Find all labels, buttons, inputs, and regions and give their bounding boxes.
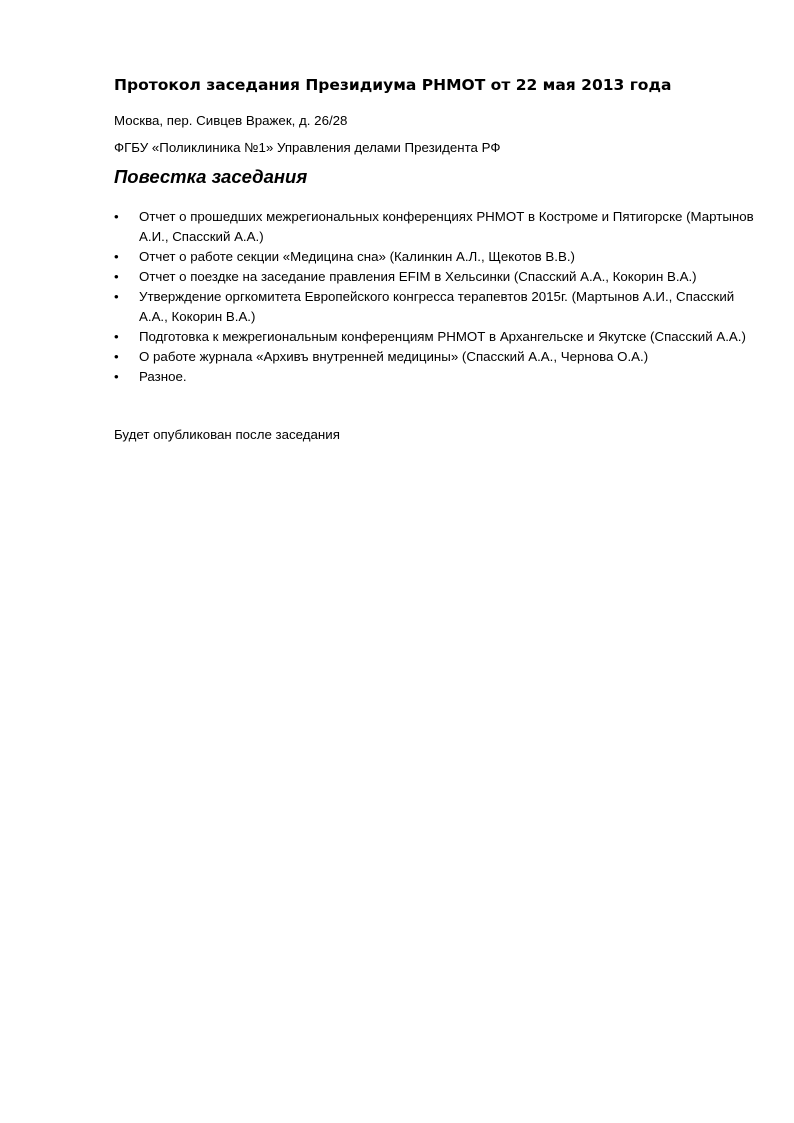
bullet-icon: •	[114, 269, 119, 284]
agenda-item	[114, 207, 754, 247]
agenda-item-text: Отчет о работе секции «Медицина сна» (Калинкин А.Л., Щекотов В.В.)	[139, 249, 575, 264]
bullet-icon: •	[114, 349, 119, 364]
bullet-icon: •	[114, 289, 119, 304]
footer-note: Будет опубликован после заседания	[114, 427, 340, 442]
bullet-icon: •	[114, 249, 119, 264]
agenda-item	[114, 347, 754, 367]
bullet-icon: •	[114, 209, 119, 224]
agenda-item	[114, 367, 754, 387]
bullet-icon: •	[114, 329, 119, 344]
agenda-list	[114, 207, 754, 387]
agenda-item-text: Отчет о прошедших межрегиональных конференциях РНМОТ в Костроме и Пятигорске (Мартынов А.И., Спасский А.А.)	[139, 209, 754, 244]
agenda-item	[114, 327, 754, 347]
agenda-item	[114, 267, 754, 287]
meeting-address: Москва, пер. Сивцев Вражек, д. 26/28	[114, 113, 348, 128]
agenda-item-text: Отчет о поездке на заседание правления EFIM в Хельсинки (Спасский А.А., Кокорин В.А.)	[139, 269, 697, 284]
agenda-item-text: Разное.	[139, 369, 187, 384]
agenda-item	[114, 287, 754, 327]
page-title: Протокол заседания Президиума РНМОТ от 22 мая 2013 года	[114, 76, 672, 94]
meeting-organization: ФГБУ «Поликлиника №1» Управления делами Президента РФ	[114, 140, 501, 155]
agenda-item-text: О работе журнала «Архивъ внутренней медицины» (Спасский А.А., Чернова О.А.)	[139, 349, 649, 364]
agenda-item	[114, 247, 754, 267]
agenda-item-text: Подготовка к межрегиональным конференциям РНМОТ в Архангельске и Якутске (Спасский А.А.)	[139, 329, 746, 344]
agenda-item-text: Утверждение оргкомитета Европейского конгресса терапевтов 2015г. (Мартынов А.И., Спасский А.А., Кокорин В.А.)	[139, 289, 735, 324]
bullet-icon: •	[114, 369, 119, 384]
agenda-heading: Повестка заседания	[114, 166, 308, 187]
